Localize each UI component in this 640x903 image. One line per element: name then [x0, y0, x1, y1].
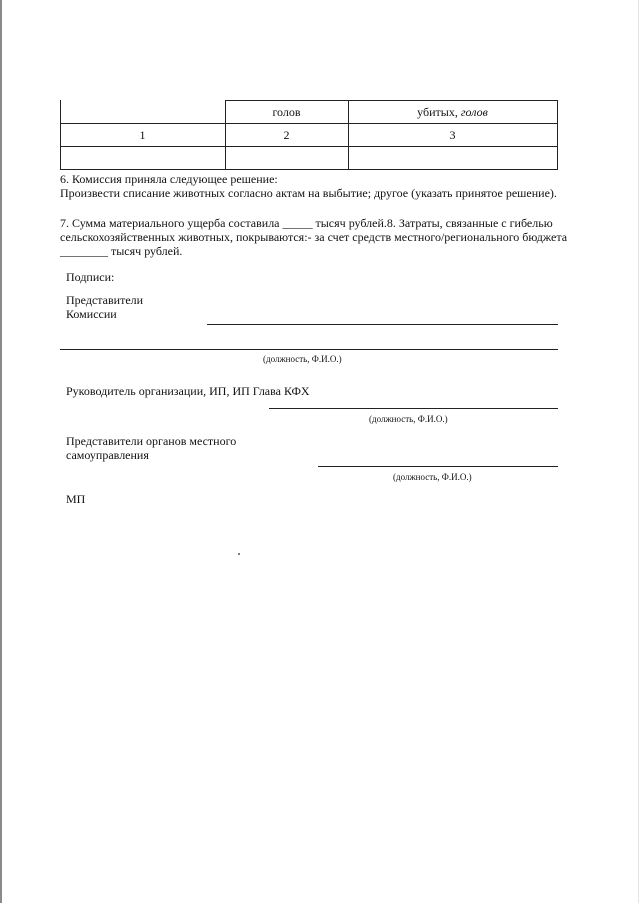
local-gov-caption: (должность, Ф.И.О.) — [393, 472, 472, 482]
table-header-col2: голов — [272, 105, 301, 119]
table-num-col3: 3 — [449, 128, 456, 142]
commission-signature-line-2 — [60, 349, 558, 350]
table-border-right — [557, 100, 558, 170]
table-header-divider — [60, 123, 558, 124]
scan-left-edge — [0, 0, 2, 903]
section6-text: Произвести списание животных согласно актам на выбытие; другое (указать принятое решение). — [60, 186, 557, 200]
commission-caption: (должность, Ф.И.О.) — [263, 354, 342, 364]
table-num-col2: 2 — [283, 128, 290, 142]
head-signature-line — [269, 408, 558, 409]
local-gov-label-line2: самоуправления — [66, 448, 149, 462]
section7-line3: ________ тысяч рублей. — [60, 244, 183, 258]
signatures-heading: Подписи: — [66, 270, 115, 284]
section7-line1: 7. Сумма материального ущерба составила _____ тысяч рублей.8. Затраты, связанные с гибелью — [60, 216, 553, 230]
table-header-col3-unit: голов — [460, 105, 488, 119]
table-top-border — [225, 100, 558, 101]
table-bottom-border — [60, 169, 558, 170]
table-header-col3-text: убитых, — [417, 105, 461, 119]
local-gov-signature-line — [318, 466, 558, 467]
livestock-table — [60, 100, 558, 170]
table-header-col3 — [348, 105, 557, 120]
commission-label-line2: Комиссии — [66, 307, 117, 321]
head-caption: (должность, Ф.И.О.) — [369, 414, 448, 424]
local-gov-label-line1: Представители органов местного — [66, 434, 237, 448]
section7-line2: сельскохозяйственных животных, покрываются:- за счет средств местного/регионального бюджета — [60, 230, 568, 244]
table-num-col1: 1 — [139, 128, 146, 142]
commission-label-line1: Представители — [66, 293, 144, 307]
head-label: Руководитель организации, ИП, ИП Глава КФХ — [66, 384, 310, 398]
scan-speck — [238, 553, 240, 555]
commission-signature-line-1 — [207, 324, 558, 325]
table-number-divider — [60, 146, 558, 147]
section6-title: 6. Комиссия приняла следующее решение: — [60, 172, 278, 186]
stamp-placeholder: МП — [66, 492, 86, 506]
scan-right-edge — [638, 0, 639, 903]
